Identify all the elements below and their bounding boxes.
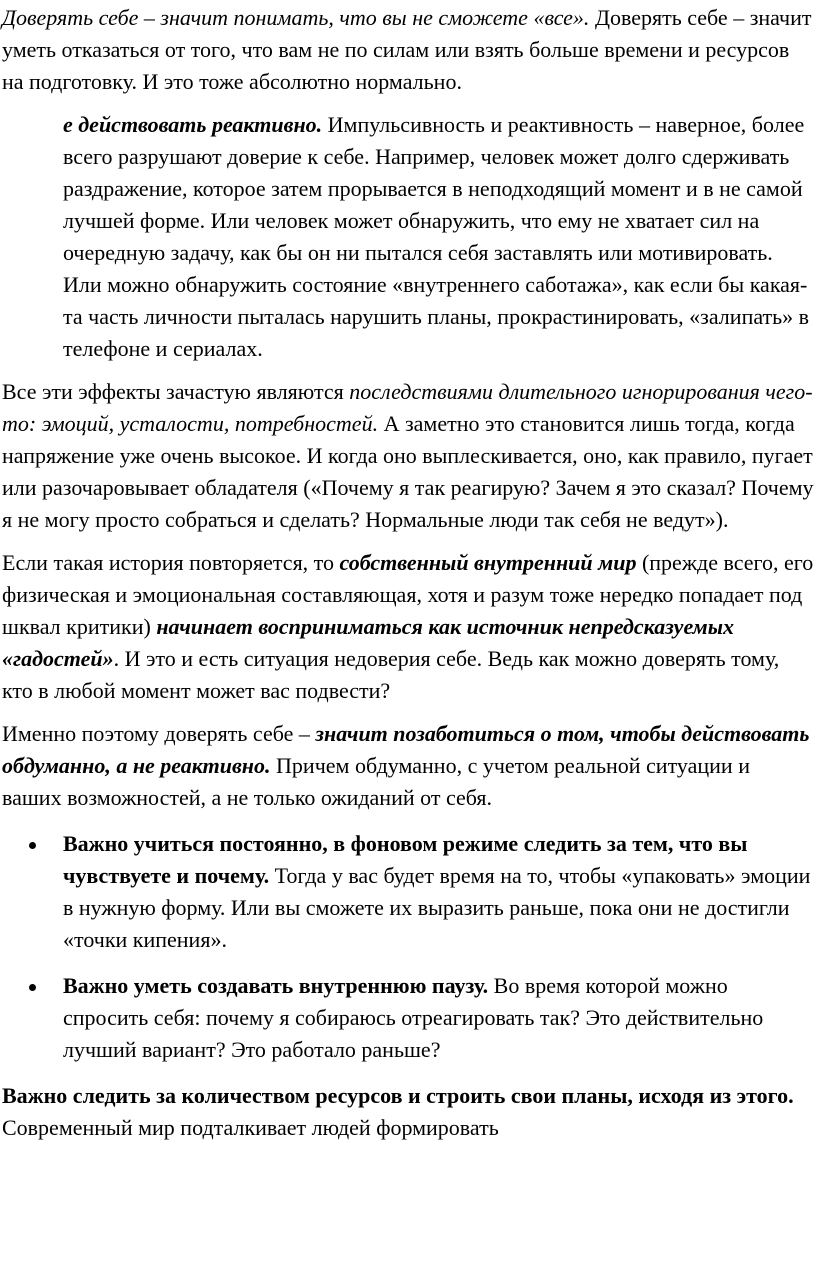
paragraph-text: . И это и есть ситуация недоверия себе. Ведь как можно доверять тому, кто в любой момент может вас подвести?: [2, 646, 780, 703]
bullet-text: Тогда у вас будет время на то, чтобы «упаковать» эмоции в нужную форму. Или вы сможете их выразить раньше, пока они не достигли «точки кипения».: [63, 863, 811, 952]
list-item: [2, 970, 814, 1066]
paragraph-text: Импульсивность и реактивность – наверное, более всего разрушают доверие к себе. Например, человек может долго сдерживать раздражение, которое затем прорывается в неподходящий момент и в не самой лучшей форме. Или человек может обнаружить, что ему не хватает сил на очередную задачу, как бы он ни пытался себя заставлять или мотивировать. Или можно обнаружить состояние «внутреннего саботажа», как если бы какая-та часть личности пыталась нарушить планы, прокрастинировать, «залипать» в телефоне и сериалах.: [63, 112, 810, 361]
paragraph-self-limits: [2, 2, 814, 98]
bold-italic-phrase-2: начинает восприниматься как источник непредсказуемых «гадостей»: [2, 614, 734, 671]
bullet-bold: Важно уметь создавать внутреннюю паузу.: [63, 973, 489, 998]
bold-italic-phrase-1: собственный внутренний мир: [339, 550, 637, 575]
bullet-icon: [29, 984, 36, 991]
paragraph-middle: (прежде всего, его физическая и эмоциональная составляющая, хотя и разум тоже нередко попадает под шквал критики): [2, 550, 814, 639]
paragraph-lead: Если такая история повторяется, то: [2, 550, 340, 575]
paragraph-resources: [2, 1080, 814, 1144]
paragraph-lead: Все эти эффекты зачастую являются: [2, 379, 350, 404]
bold-italic-phrase: значит позаботиться о том, чтобы действовать обдуманно, а не реактивно.: [2, 721, 810, 778]
italic-lead: Доверять себе – значит понимать, что вы не сможете «все».: [2, 5, 590, 30]
paragraph-text: А заметно это становится лишь тогда, когда напряжение уже очень высокое. И когда оно выплескивается, оно, как правило, пугает или разочаровывает обладателя («Почему я так реагирую? Зачем я это сказал? Почему я не могу просто собраться и сделать? Нормальные люди так себя не ведут»).: [2, 411, 814, 532]
paragraph-deliberate: [2, 718, 814, 814]
bullet-icon: [29, 842, 36, 849]
list-item: [2, 828, 814, 956]
paragraph-text: Современный мир подталкивает людей формировать: [2, 1115, 499, 1140]
bullet-text: Во время которой можно спросить себя: почему я собираюсь отреагировать так? Это действительно лучший вариант? Это работало раньше?: [63, 973, 764, 1062]
paragraph-inner-world: [2, 547, 814, 707]
paragraph-reactivity: [2, 109, 814, 365]
bullet-list: [2, 828, 814, 1066]
bold-italic-lead: е действовать реактивно.: [63, 112, 323, 137]
paragraph-text: Причем обдуманно, с учетом реальной ситуации и ваших возможностей, а не только ожиданий от себя.: [2, 753, 750, 810]
paragraph-lead: Именно поэтому доверять себе –: [2, 721, 316, 746]
bold-lead: Важно следить за количеством ресурсов и строить свои планы, исходя из этого.: [2, 1083, 794, 1108]
italic-phrase: последствиями длительного игнорирования чего-то: эмоций, усталости, потребностей.: [2, 379, 813, 436]
paragraph-text: Доверять себе – значит уметь отказаться от того, что вам не по силам или взять больше времени и ресурсов на подготовку. И это тоже абсолютно нормально.: [2, 5, 812, 94]
bullet-bold: Важно учиться постоянно, в фоновом режиме следить за тем, что вы чувствуете и почему.: [63, 831, 748, 888]
paragraph-effects: [2, 376, 814, 536]
